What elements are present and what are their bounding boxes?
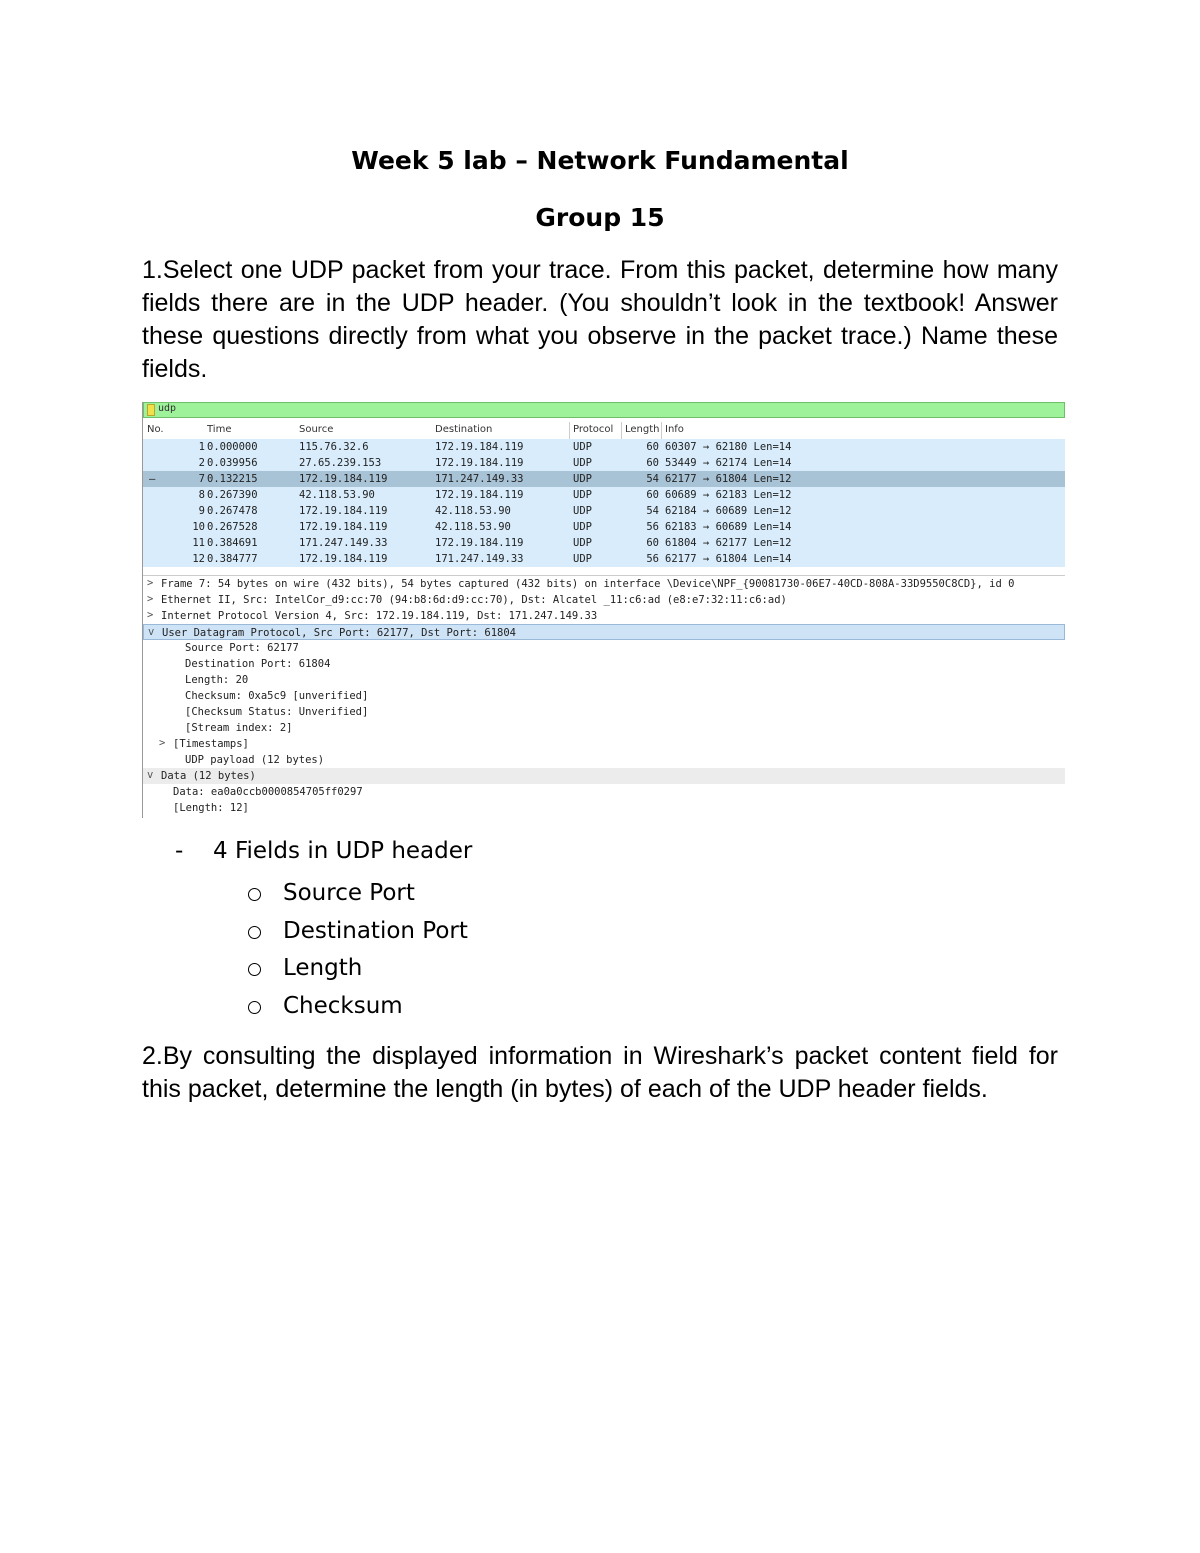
packet-length: 60 — [646, 457, 659, 469]
detail-line[interactable] — [143, 672, 1065, 688]
packet-time: 0.267478 — [207, 505, 258, 517]
detail-text: Source Port: 62177 — [185, 642, 299, 654]
detail-line[interactable] — [143, 720, 1065, 736]
field-name: Checksum — [283, 992, 403, 1019]
detail-text: UDP payload (12 bytes) — [185, 754, 325, 766]
detail-text: Destination Port: 61804 — [185, 658, 331, 670]
col-destination[interactable]: Destination — [435, 424, 493, 435]
packet-row[interactable] — [143, 455, 1065, 471]
detail-line[interactable] — [143, 736, 1065, 752]
detail-text: [Stream index: 2] — [185, 722, 293, 734]
packet-time: 0.039956 — [207, 457, 258, 469]
field-name: Length — [283, 955, 363, 981]
packet-no: 8 — [198, 489, 205, 501]
packet-length: 60 — [646, 441, 659, 453]
packet-info: 60307 → 62180 Len=14 — [665, 441, 792, 453]
packet-row[interactable] — [143, 503, 1065, 519]
detail-text: Ethernet II, Src: IntelCor_d9:cc:70 (94:b8:6d:d9:cc:70), Dst: Alcatel _11:c6:ad (e8:e7:32:11:c6:ad) — [161, 594, 787, 606]
packet-row[interactable] — [143, 535, 1065, 551]
detail-line[interactable] — [143, 704, 1065, 720]
expand-chevron-icon[interactable]: v — [148, 626, 155, 638]
packet-no: 1 — [198, 441, 205, 453]
detail-text: Data: ea0a0ccb0000854705ff0297 — [173, 786, 363, 798]
detail-text: Data (12 bytes) — [161, 770, 256, 782]
col-no[interactable]: No. — [147, 424, 164, 435]
col-time[interactable]: Time — [207, 424, 232, 435]
packet-info: 60689 → 62183 Len=12 — [665, 489, 792, 501]
packet-destination: 172.19.184.119 — [435, 489, 524, 501]
field-name: Source Port — [283, 880, 415, 906]
packet-source: 171.247.149.33 — [299, 537, 388, 549]
packet-time: 0.384691 — [207, 537, 258, 549]
detail-text: Length: 20 — [185, 674, 249, 686]
packet-info: 62183 → 60689 Len=14 — [665, 521, 792, 533]
packet-length: 56 — [646, 553, 659, 565]
col-length[interactable]: Length — [625, 424, 660, 435]
detail-text: [Timestamps] — [173, 738, 249, 750]
packet-source: 115.76.32.6 — [299, 441, 369, 453]
packet-info: 53449 → 62174 Len=14 — [665, 457, 792, 469]
packet-destination: 42.118.53.90 — [435, 505, 511, 517]
detail-line[interactable] — [143, 608, 1065, 624]
packet-length: 56 — [646, 521, 659, 533]
collapse-chevron-icon[interactable]: > — [147, 593, 154, 605]
packet-row[interactable] — [143, 471, 1065, 487]
packet-details — [143, 576, 1065, 816]
packet-row[interactable] — [143, 439, 1065, 455]
packet-info: 62177 → 61804 Len=12 — [665, 473, 792, 485]
detail-line[interactable] — [143, 784, 1065, 800]
packet-destination: 171.247.149.33 — [435, 553, 524, 565]
circle-bullet-icon — [248, 1001, 261, 1014]
detail-text: [Length: 12] — [173, 802, 249, 814]
packet-source: 27.65.239.153 — [299, 457, 382, 469]
expand-chevron-icon[interactable]: v — [147, 769, 154, 781]
col-info[interactable]: Info — [665, 424, 684, 435]
packet-info: 61804 → 62177 Len=12 — [665, 537, 792, 549]
packet-protocol: UDP — [573, 457, 592, 469]
packet-source: 172.19.184.119 — [299, 505, 388, 517]
packet-no: 10 — [192, 521, 205, 533]
packet-destination: 172.19.184.119 — [435, 537, 524, 549]
packet-row[interactable] — [143, 551, 1065, 567]
packet-info: 62177 → 61804 Len=14 — [665, 553, 792, 565]
packet-no: 11 — [192, 537, 205, 549]
packet-source: 172.19.184.119 — [299, 521, 388, 533]
packet-time: 0.267390 — [207, 489, 258, 501]
packet-no: 12 — [192, 553, 205, 565]
collapse-chevron-icon[interactable]: > — [147, 577, 154, 589]
detail-text: Frame 7: 54 bytes on wire (432 bits), 54 bytes captured (432 bits) on interface \Device\NPF_{90081730-06E7-40CD-808A-33D9550C8CD}, id 0 — [161, 578, 1015, 590]
detail-line[interactable] — [143, 752, 1065, 768]
packet-destination: 172.19.184.119 — [435, 441, 524, 453]
answer-heading: - 4 Fields in UDP header — [175, 838, 473, 864]
packet-time: 0.267528 — [207, 521, 258, 533]
detail-text: Checksum: 0xa5c9 [unverified] — [185, 690, 369, 702]
wireshark-screenshot — [142, 402, 1065, 818]
packet-no: 9 — [198, 505, 205, 517]
circle-bullet-icon — [248, 888, 261, 901]
packet-protocol: UDP — [573, 473, 592, 485]
field-name: Destination Port — [283, 917, 468, 944]
packet-protocol: UDP — [573, 553, 592, 565]
detail-text: [Checksum Status: Unverified] — [185, 706, 369, 718]
packet-protocol: UDP — [573, 521, 592, 533]
detail-line[interactable] — [143, 768, 1065, 784]
detail-line[interactable] — [143, 640, 1065, 656]
filter-text: udp — [158, 403, 177, 414]
packet-destination: 172.19.184.119 — [435, 457, 524, 469]
circle-bullet-icon — [248, 926, 261, 939]
packet-protocol: UDP — [573, 489, 592, 501]
detail-line[interactable] — [143, 800, 1065, 816]
detail-line[interactable] — [143, 656, 1065, 672]
packet-time: 0.132215 — [207, 473, 258, 485]
col-source[interactable]: Source — [299, 424, 334, 435]
packet-source: 42.118.53.90 — [299, 489, 375, 501]
packet-no: 7 — [198, 473, 205, 485]
col-protocol[interactable]: Protocol — [573, 424, 614, 435]
packet-source: 172.19.184.119 — [299, 473, 388, 485]
packet-length: 60 — [646, 489, 659, 501]
circle-bullet-icon — [248, 963, 261, 976]
packet-source: 172.19.184.119 — [299, 553, 388, 565]
detail-line[interactable] — [143, 576, 1065, 592]
packet-time: 0.000000 — [207, 441, 258, 453]
packet-row[interactable] — [143, 519, 1065, 535]
packet-time: 0.384777 — [207, 553, 258, 565]
packet-destination: 42.118.53.90 — [435, 521, 511, 533]
packet-list-header — [143, 422, 1065, 439]
collapse-chevron-icon[interactable]: > — [159, 737, 166, 749]
bookmark-icon — [147, 404, 155, 416]
detail-text: User Datagram Protocol, Src Port: 62177, Dst Port: 61804 — [162, 627, 517, 639]
packet-info: 62184 → 60689 Len=12 — [665, 505, 792, 517]
packet-row[interactable] — [143, 487, 1065, 503]
group-label: Group 15 — [535, 203, 665, 232]
packet-protocol: UDP — [573, 537, 592, 549]
packet-length: 60 — [646, 537, 659, 549]
packet-no: 2 — [198, 457, 205, 469]
detail-line[interactable] — [143, 688, 1065, 704]
packet-protocol: UDP — [573, 505, 592, 517]
collapse-chevron-icon[interactable]: > — [147, 609, 154, 621]
document-title: Week 5 lab – Network Fundamental — [351, 146, 849, 175]
display-filter-bar[interactable] — [143, 402, 1065, 418]
packet-list — [143, 439, 1065, 567]
packet-length: 54 — [646, 505, 659, 517]
detail-line[interactable] — [143, 592, 1065, 608]
detail-line[interactable] — [143, 624, 1065, 640]
question-2: 2.By consulting the displayed information in Wireshark’s packet content field for this packet, determine the length (in bytes) of each of the UDP header fields. — [142, 1042, 1058, 1103]
packet-protocol: UDP — [573, 441, 592, 453]
packet-length: 54 — [646, 473, 659, 485]
selected-marker: – — [149, 473, 156, 485]
detail-text: Internet Protocol Version 4, Src: 172.19.184.119, Dst: 171.247.149.33 — [161, 610, 598, 622]
packet-destination: 171.247.149.33 — [435, 473, 524, 485]
question-1: 1.Select one UDP packet from your trace. From this packet, determine how many fields there are in the UDP header. (You shouldn’t look in the textbook! Answer these questions directly from what you observe in the packet trace.) Name these fields. — [142, 256, 1058, 383]
